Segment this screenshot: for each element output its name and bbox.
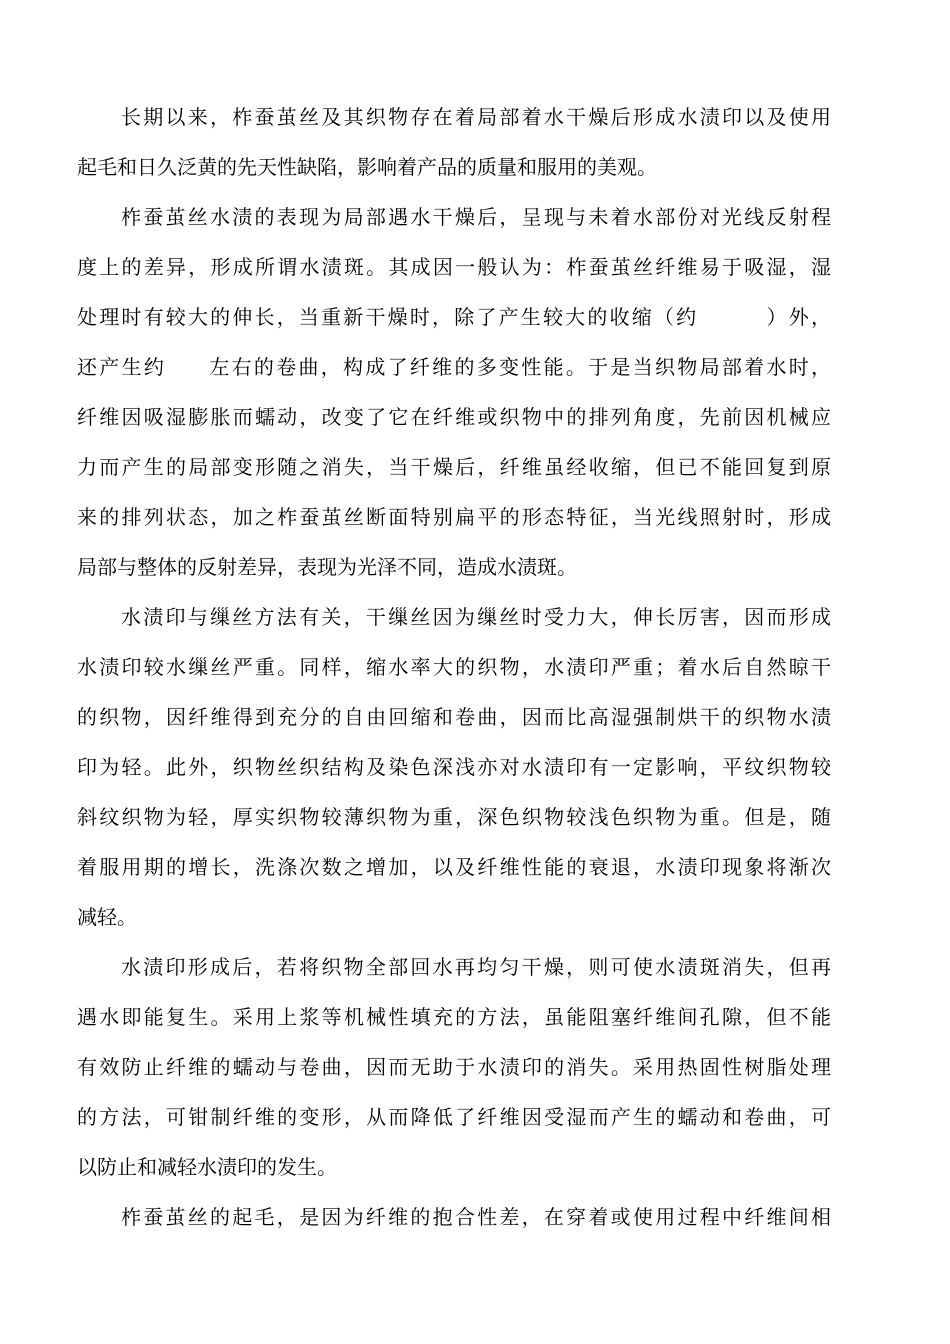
text-line: 减轻。 <box>77 905 137 929</box>
text-line: 水渍印与缫丝方法有关，干缫丝因为缫丝时受力大，伸长厉害，因而形成 <box>121 605 831 629</box>
paragraph-4 <box>77 942 831 1192</box>
text-line: 局部与整体的反射差异，表现为光泽不同，造成水渍斑。 <box>77 555 577 579</box>
text-line: 长期以来，柞蚕茧丝及其织物存在着局部着水干燥后形成水渍印以及使用 <box>121 105 831 129</box>
text-line: 有效防止纤维的蠕动与卷曲，因而无助于水渍印的消失。采用热固性树脂处理 <box>77 1055 831 1079</box>
text-line: 水渍印形成后，若将织物全部回水再均匀干燥，则可使水渍斑消失，但再 <box>121 955 831 979</box>
text-line: 水渍印较水缫丝严重。同样，缩水率大的织物，水渍印严重；着水后自然晾干 <box>77 655 831 679</box>
text-line: 以防止和减轻水渍印的发生。 <box>77 1155 337 1179</box>
text-line: 遇水即能复生。采用上浆等机械性填充的方法，虽能阻塞纤维间孔隙，但不能 <box>77 1005 831 1029</box>
text-line: 起毛和日久泛黄的先天性缺陷，影响着产品的质量和服用的美观。 <box>77 155 657 179</box>
text-line: 来的排列状态，加之柞蚕茧丝断面特别扁平的形态特征，当光线照射时，形成 <box>77 505 831 529</box>
paragraph-5 <box>77 1192 831 1242</box>
text-line: 印为轻。此外，织物丝织结构及染色深浅亦对水渍印有一定影响，平纹织物较 <box>77 755 831 779</box>
text-line: 纤维因吸湿膨胀而蠕动，改变了它在纤维或织物中的排列角度，先前因机械应 <box>77 405 831 429</box>
text-line: 斜纹织物为轻，厚实织物较薄织物为重，深色织物较浅色织物为重。但是，随 <box>77 805 831 829</box>
text-line: 柞蚕茧丝的起毛，是因为纤维的抱合性差，在穿着或使用过程中纤维间相 <box>121 1205 831 1229</box>
document-body <box>77 92 831 1242</box>
paragraph-2 <box>77 192 831 592</box>
text-line: 度上的差异，形成所谓水渍斑。其成因一般认为：柞蚕茧丝纤维易于吸湿，湿 <box>77 255 831 279</box>
paragraph-3 <box>77 592 831 942</box>
text-line: 力而产生的局部变形随之消失，当干燥后，纤维虽经收缩，但已不能回复到原 <box>77 455 831 479</box>
text-line: 的织物，因纤维得到充分的自由回缩和卷曲，因而比高湿强制烘干的织物水渍 <box>77 705 831 729</box>
text-line: 的方法，可钳制纤维的变形，从而降低了纤维因受湿而产生的蠕动和卷曲，可 <box>77 1105 831 1129</box>
paragraph-1 <box>77 92 831 192</box>
text-line: 还产生约 左右的卷曲，构成了纤维的多变性能。于是当织物局部着水时， <box>77 355 831 379</box>
text-line: 处理时有较大的伸长，当重新干燥时，除了产生较大的收缩（约 ）外， <box>77 305 831 329</box>
text-line: 柞蚕茧丝水渍的表现为局部遇水干燥后，呈现与未着水部份对光线反射程 <box>121 205 831 229</box>
text-line: 着服用期的增长，洗涤次数之增加，以及纤维性能的衰退，水渍印现象将渐次 <box>77 855 831 879</box>
